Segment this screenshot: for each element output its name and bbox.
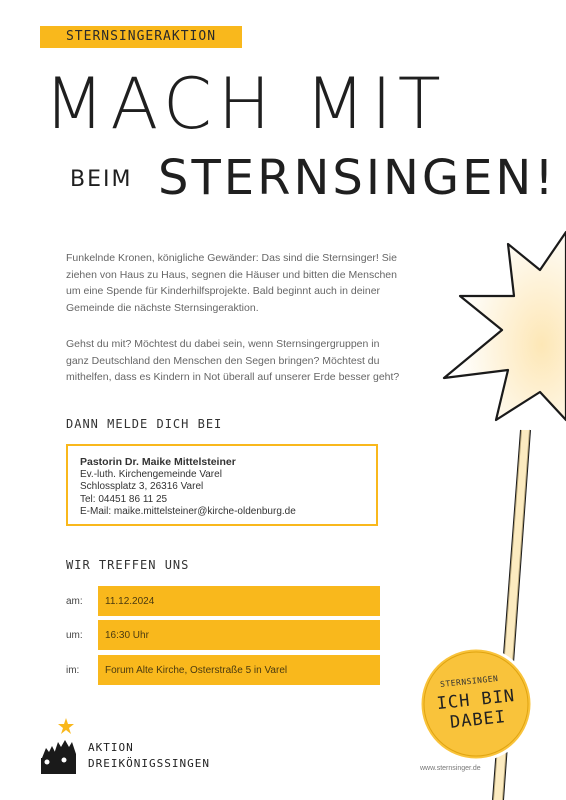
three-kings-star-icon (38, 718, 84, 776)
campaign-tag: STERNSINGERAKTION (40, 26, 242, 48)
contact-box (66, 444, 378, 526)
website-text: www.sternsinger.de (420, 765, 481, 772)
page-title: MACH MIT (44, 63, 447, 145)
intro-paragraph-2: Gehst du mit? Möchtest du dabei sein, wenn Sternsingergruppen in ganz Deutschland den Menschen den Segen bringen? Möchtest du mithelfen, dass es Kindern in Not überall auf unserer Erde besser geht? (66, 338, 400, 383)
contact-phone: Tel: 04451 86 11 25 (80, 493, 168, 505)
row-label: im: (66, 665, 80, 676)
row-value: Forum Alte Kirche, Osterstraße 5 in Varel (98, 655, 380, 685)
badge-line3: DABEI (449, 707, 508, 733)
row-label: am: (66, 596, 83, 607)
intro-paragraph-1: Funkelnde Kronen, königliche Gewänder: Das sind die Sternsinger! Sie ziehen von Haus zu Haus, segnen die Häuser und bitten die Menschen um eine Spende für Kinderhilfsprojekte. Bald beginnt auch in deiner Gemeinde die nächste Sternsingeraktion. (66, 252, 397, 314)
badge-line2: ICH BIN (435, 685, 517, 715)
logo-text (88, 740, 210, 772)
meeting-row-time (66, 620, 380, 650)
star-shape (444, 232, 566, 420)
meeting-heading: WIR TREFFEN UNS (66, 558, 190, 572)
contact-heading: DANN MELDE DICH BEI (66, 417, 223, 431)
contact-org: Ev.-luth. Kirchengemeinde Varel (80, 468, 222, 480)
row-value: 16:30 Uhr (98, 620, 380, 650)
badge-small-text: STERNSINGEN (439, 673, 499, 690)
meeting-row-date (66, 586, 380, 616)
logo-line1: AKTION (88, 741, 134, 754)
row-label: um: (66, 630, 83, 641)
contact-email: E-Mail: maike.mittelsteiner@kirche-oldenburg.de (80, 506, 296, 517)
contact-street: Schlossplatz 3, 26316 Varel (80, 481, 204, 492)
row-value: 11.12.2024 (98, 586, 380, 616)
meeting-row-place (66, 655, 380, 685)
title-big: STERNSINGEN! (158, 150, 557, 206)
title-small: BEIM (70, 167, 133, 192)
logo-line2: DREIKÖNIGSSINGEN (88, 757, 210, 770)
contact-name: Pastorin Dr. Maike Mittelsteiner (80, 456, 236, 468)
